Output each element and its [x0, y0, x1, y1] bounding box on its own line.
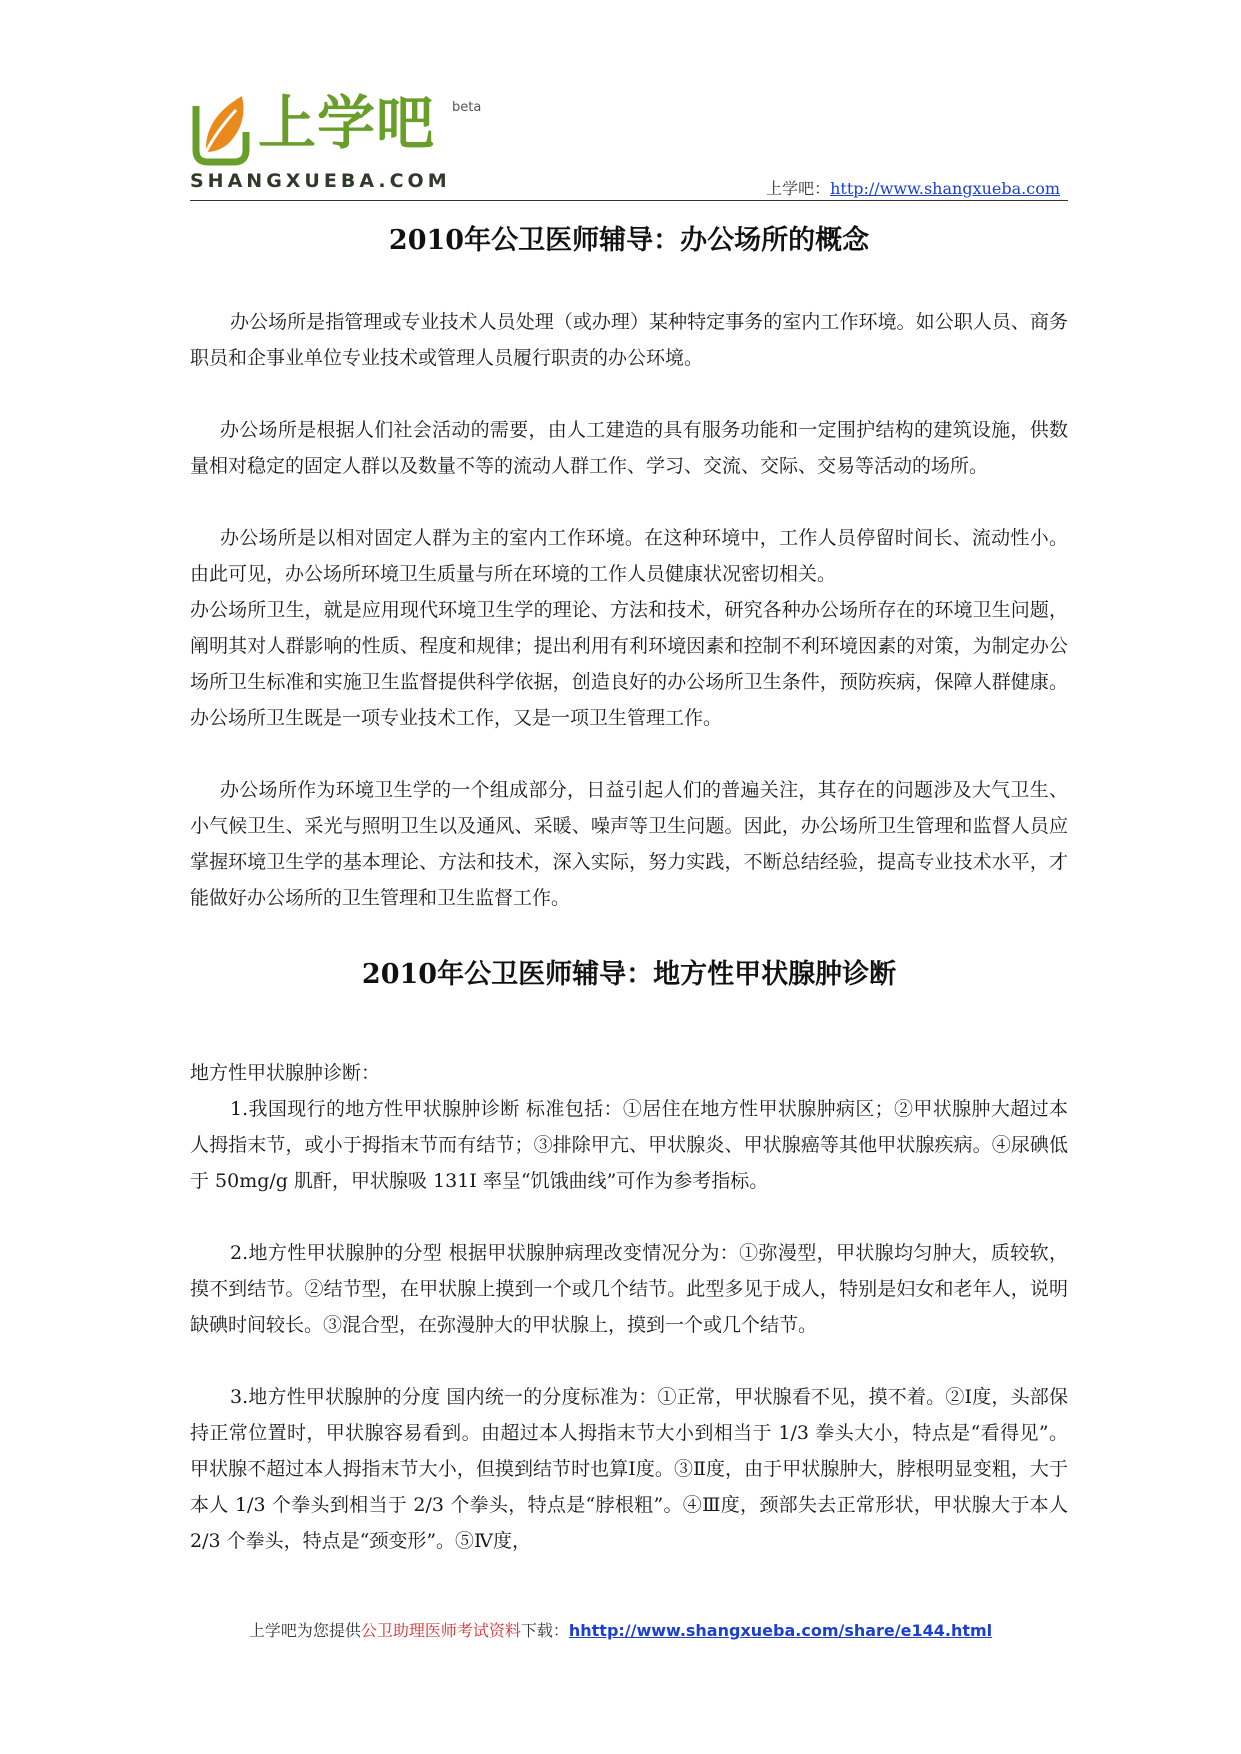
- article1-paragraph: 办公场所是以相对固定人群为主的室内工作环境。在这种环境中，工作人员停留时间长、流动性小。由此可见，办公场所环境卫生质量与所在环境的工作人员健康状况密切相关。: [190, 527, 1068, 585]
- site-url-link[interactable]: http://www.shangxueba.com: [830, 179, 1060, 198]
- document-body: [190, 212, 1068, 1559]
- site-label: 上学吧：: [766, 179, 831, 198]
- logo-beta-tag: beta: [452, 100, 482, 115]
- article1-paragraph: 办公场所是指管理或专业技术人员处理（或办理）某种特定事务的室内工作环境。如公职人员、商务职员和企事业单位专业技术或管理人员履行职责的办公环境。: [190, 311, 1068, 369]
- article2-item: 1.我国现行的地方性甲状腺肿诊断 标准包括：①居住在地方性甲状腺肿病区；②甲状腺肿大超过本人拇指末节，或小于拇指末节而有结节；③排除甲亢、甲状腺炎、甲状腺癌等其他甲状腺疾病。④尿碘低于 50mg/g 肌酐，甲状腺吸 131I 率呈“饥饿曲线”可作为参考指标。: [190, 1098, 1068, 1192]
- logo-chinese-text: 上学吧: [258, 89, 436, 157]
- site-logo[interactable]: [190, 78, 520, 193]
- site-url-line: [766, 176, 1060, 199]
- footer-highlight: 公卫助理医师考试资料: [360, 1621, 521, 1640]
- article1-paragraph: 办公场所是根据人们社会活动的需要，由人工建造的具有服务功能和一定围护结构的建筑设施，供数量相对稳定的固定人群以及数量不等的流动人群工作、学习、交流、交际、交易等活动的场所。: [190, 419, 1068, 477]
- article2-title: 2010年公卫医师辅导：地方性甲状腺肿诊断: [361, 959, 897, 990]
- article1-title: 2010年公卫医师辅导：办公场所的概念: [388, 225, 870, 256]
- page-header: [190, 78, 1068, 200]
- article2-lead: 地方性甲状腺肿诊断：: [190, 1062, 381, 1084]
- article2-item: 2.地方性甲状腺肿的分型 根据甲状腺肿病理改变情况分为：①弥漫型，甲状腺均匀肿大，质较软，摸不到结节。②结节型，在甲状腺上摸到一个或几个结节。此型多见于成人，特别是妇女和老年人，说明缺碘时间较长。③混合型，在弥漫肿大的甲状腺上，摸到一个或几个结节。: [190, 1242, 1068, 1336]
- footer-download-link[interactable]: hhttp://www.shangxueba.com/share/e144.html: [568, 1621, 993, 1640]
- logo-english-text: SHANGXUEBA.COM: [190, 170, 451, 192]
- article1-paragraph: 办公场所作为环境卫生学的一个组成部分，日益引起人们的普遍关注，其存在的问题涉及大气卫生、小气候卫生、采光与照明卫生以及通风、采暖、噪声等卫生问题。因此，办公场所卫生管理和监督人员应掌握环境卫生学的基本理论、方法和技术，深入实际，努力实践，不断总结经验，提高专业技术水平，才能做好办公场所的卫生管理和卫生监督工作。: [190, 779, 1068, 909]
- footer-middle: 下载：: [520, 1621, 569, 1640]
- article1-paragraph: 办公场所卫生，就是应用现代环境卫生学的理论、方法和技术，研究各种办公场所存在的环境卫生问题，阐明其对人群影响的性质、程度和规律；提出利用有利环境因素和控制不利环境因素的对策，为制定办公场所卫生标准和实施卫生监督提供科学依据，创造良好的办公场所卫生条件，预防疾病，保障人群健康。办公场所卫生既是一项专业技术工作，又是一项卫生管理工作。: [190, 599, 1068, 729]
- header-divider: [190, 200, 1068, 201]
- article2-item: 3.地方性甲状腺肿的分度 国内统一的分度标准为：①正常，甲状腺看不见，摸不着。②Ⅰ度，头部保持正常位置时，甲状腺容易看到。由超过本人拇指末节大小到相当于 1/3 拳头大小，特点是“看得见”。甲状腺不超过本人拇指末节大小，但摸到结节时也算Ⅰ度。③Ⅱ度，由于甲状腺肿大，脖根明显变粗，大于本人 1/3 个拳头到相当于 2/3 个拳头，特点是“脖根粗”。④Ⅲ度，颈部失去正常形状，甲状腺大于本人 2/3 个拳头，特点是“颈变形”。⑤Ⅳ度，: [190, 1386, 1068, 1552]
- footer-prefix: 上学吧为您提供: [248, 1621, 361, 1640]
- page-footer: [0, 1618, 1241, 1641]
- leaf-logo-icon: [190, 92, 254, 170]
